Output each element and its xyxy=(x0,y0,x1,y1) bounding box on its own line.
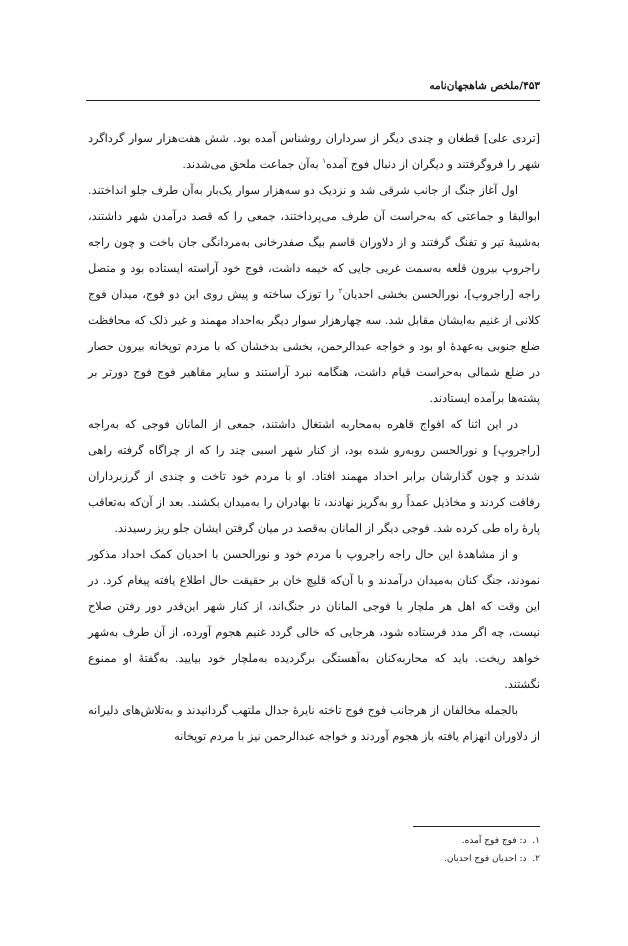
footnotes xyxy=(300,832,540,868)
footnote xyxy=(300,850,540,868)
paragraph xyxy=(88,698,540,750)
footnote-text: د: احدیان فوج احدیان. xyxy=(444,854,527,864)
paragraph xyxy=(88,412,540,542)
footnote-ref: ۱ xyxy=(322,157,326,166)
paragraph xyxy=(88,542,540,698)
footnote-text: د: فوج فوج آمده. xyxy=(461,836,527,846)
paragraph xyxy=(88,178,540,412)
paragraph-text: اول آغاز جنگ از جانب شرقی شد و نزدیک دو سه‌هزار سوار یک‌بار به‌آن طرف جلو انداختند. ابوالبقا و جماعتی که به‌حراست آن طرف می‌پرداختند، جمعی را که قصد درآمدن شهر داشتند، به‌شیبهٔ تیر و تفنگ گرفتند و از دلاوران قاسم بیگ صفدرخانی به‌مردانگی جان باخت و چون راجه راجروپ بیرون قلعه به‌سمت غربی جایی که خیمه داشت، فوج خود آراسته ایستاده بود و متصل راجه [راجروپ]، نورالحسن بخشی احدیان xyxy=(88,184,540,301)
paragraph-text: [تردی علی] قطغان و چندی دیگر از سرداران روشناس آمده بود. شش هفت‌هزار سوار گرداگرد شهر را فروگرفتند و دیگران از دنبال فوج آمده xyxy=(88,132,540,171)
footnote-ref: ۲ xyxy=(338,287,343,296)
footnote-number: ۲. xyxy=(532,854,540,864)
paragraph-text: بالجمله مخالفان از هرجانب فوج فوج تاخته نایرهٔ جدال ملتهب گردانیدند و به‌تلاش‌های دلیرانه از دلاوران انهزام یافته باز هجوم آوردند و خواجه عبدالرحمن نیز با مردم توپخانه xyxy=(88,704,540,743)
paragraph-text: و از مشاهدهٔ این حال راجه راجروپ با مردم خود و نورالحسن با احدیان کمک احداد مذکور نمودند، جنگ کنان به‌میدان درآمدند و با آن‌که قلیچ خان بر حقیقت حال اطلاع یافته پیغام کرد. در این وقت که اهل هر ملچار با فوجی المانان در جنگ‌اند، از کنار شهر این‌قدر دور رفتن صلاح نیست، چه اگر مدد فرستاده شود، هرجایی که خالی گردد غنیم هجوم آورده، از آن طرف به‌شهر خواهد ریخت. باید که محاربه‌کنان به‌آهستگی برگردیده به‌ملچار خود بیایید. به‌گفتهٔ او ممنوع نگشتند. xyxy=(88,548,540,691)
paragraph-text: در این اثنا که افواج قاهره به‌محاربه اشتغال داشتند، جمعی از المانان فوجی که به‌راجه [راجروپ] و نورالحسن روبه‌رو شده بود، از کنار شهر اسبی چند را که از چراگاه گرفته راهی شدند و چون گذارشان برابر احداد مهمند افتاد. او با مردم خود تاخت و چندی از گرزبرداران رفاقت کردند و مخاذیل عمداً رو به‌گریز نهادند، تا بهادران را به‌میدان بکشند. بعد از آن‌که به‌تعاقب پارهٔ راه طی کرده شد. فوجی دیگر از المانان به‌قصد در میان گرفتن ایشان جلو ریز رسیدند. xyxy=(88,418,540,535)
footnote xyxy=(300,832,540,850)
running-head: ۴۵۳/ملخص شاهجهان‌نامه xyxy=(429,80,540,92)
paragraph-text: به‌آن جماعت ملحق می‌شدند. xyxy=(182,158,323,171)
paragraph-text: را توزک ساخته و پیش روی این دو فوج، میدان فوج کلانی از غنیم به‌ایشان مقابل شد. سه چهارهزار سوار دیگر به‌احداد مهمند و غیر ذلک که محافظت ضلع جنوبی به‌عهدهٔ او بود و خواجه عبدالرحمن، بخشی بدخشان که با مردم توپخانه بیرون حصار در ضلع شمالی به‌حراست قیام داشت، هنگامه نبرد آراستند و سایر مقاهیر فوج فوج دورتر بر پشته‌ها برآمده ایستادند. xyxy=(88,288,540,405)
body-text xyxy=(88,126,540,750)
footnote-number: ۱. xyxy=(532,836,540,846)
footnote-rule xyxy=(413,826,540,827)
paragraph xyxy=(88,126,540,178)
header-rule xyxy=(86,100,540,101)
